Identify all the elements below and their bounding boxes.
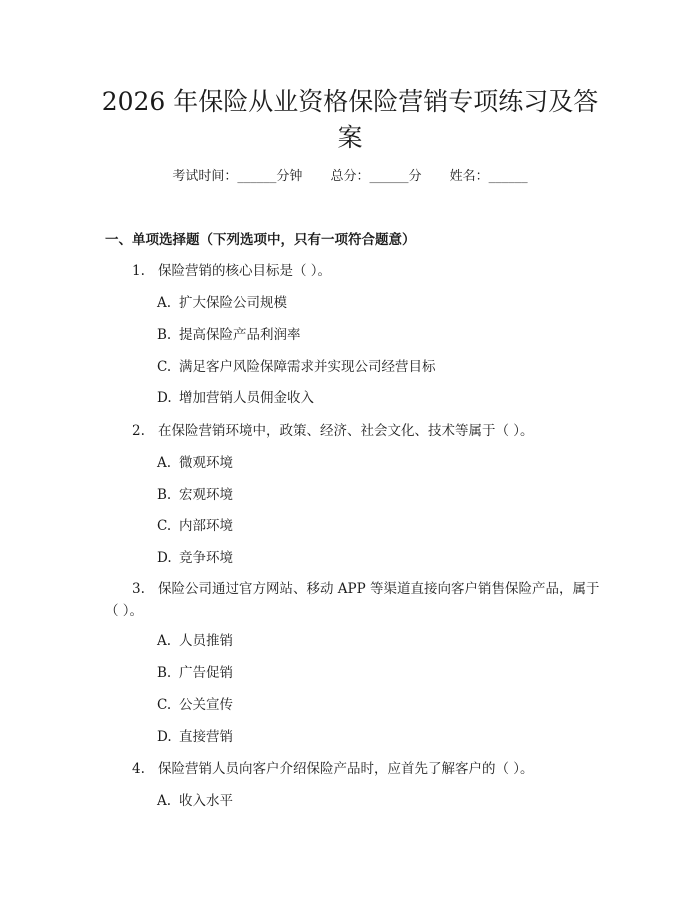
option-text: 增加营销人员佣金收入 bbox=[179, 390, 314, 406]
question-2-option-d bbox=[157, 549, 233, 567]
option-letter: C. bbox=[157, 697, 172, 713]
title-line-2: 案 bbox=[337, 123, 363, 152]
question-3-option-a bbox=[157, 632, 233, 650]
question-text: 保险营销人员向客户介绍保险产品时，应首先了解客户的（ ）。 bbox=[158, 761, 534, 777]
option-text: 人员推销 bbox=[179, 633, 233, 649]
question-2-option-a bbox=[157, 454, 233, 472]
option-text: 广告促销 bbox=[179, 665, 233, 681]
option-letter: A. bbox=[157, 295, 172, 311]
option-text: 内部环境 bbox=[179, 518, 233, 534]
option-letter: A. bbox=[157, 793, 172, 809]
question-1-option-a bbox=[157, 294, 287, 312]
option-text: 微观环境 bbox=[179, 455, 233, 471]
section-heading: 一、单项选择题（下列选项中，只有一项符合题意） bbox=[105, 232, 416, 248]
question-1-option-c bbox=[157, 358, 436, 376]
question-2-option-b bbox=[157, 486, 233, 504]
question-2 bbox=[132, 422, 534, 440]
title-line-1: 2026 年保险从业资格保险营销专项练习及答 bbox=[101, 87, 599, 116]
question-number: 1. bbox=[132, 263, 145, 279]
option-letter: A. bbox=[157, 633, 172, 649]
question-text: 在保险营销环境中，政策、经济、社会文化、技术等属于（ ）。 bbox=[158, 423, 534, 439]
question-1-option-d bbox=[157, 389, 314, 407]
question-text: 保险公司通过官方网站、移动 APP 等渠道直接向客户销售保险产品，属于（ ）。 bbox=[105, 581, 600, 619]
option-letter: B. bbox=[157, 665, 172, 681]
question-1 bbox=[132, 262, 331, 280]
exam-info-line bbox=[0, 168, 700, 186]
option-letter: D. bbox=[157, 729, 172, 745]
document-title bbox=[90, 84, 610, 156]
option-text: 宏观环境 bbox=[179, 487, 233, 503]
option-letter: B. bbox=[157, 487, 172, 503]
question-4 bbox=[132, 760, 534, 778]
question-number: 4. bbox=[132, 761, 145, 777]
option-letter: B. bbox=[157, 327, 172, 343]
question-3-option-c bbox=[157, 696, 233, 714]
option-letter: C. bbox=[157, 518, 172, 534]
option-text: 直接营销 bbox=[179, 729, 233, 745]
option-text: 提高保险产品利润率 bbox=[179, 327, 301, 343]
name-field: 姓名：______ bbox=[449, 169, 528, 184]
option-text: 扩大保险公司规模 bbox=[179, 295, 287, 311]
question-number: 3. bbox=[132, 581, 145, 597]
option-text: 满足客户风险保障需求并实现公司经营目标 bbox=[179, 359, 436, 375]
question-3 bbox=[105, 578, 600, 622]
option-text: 公关宣传 bbox=[179, 697, 233, 713]
question-1-option-b bbox=[157, 326, 301, 344]
question-number: 2. bbox=[132, 423, 145, 439]
option-text: 竞争环境 bbox=[179, 550, 233, 566]
option-text: 收入水平 bbox=[179, 793, 233, 809]
option-letter: D. bbox=[157, 390, 172, 406]
option-letter: A. bbox=[157, 455, 172, 471]
option-letter: C. bbox=[157, 359, 172, 375]
exam-time-field: 考试时间：______分钟 bbox=[172, 169, 303, 184]
option-letter: D. bbox=[157, 550, 172, 566]
question-4-option-a bbox=[157, 792, 233, 810]
total-score-field: 总分：______分 bbox=[330, 169, 422, 184]
question-2-option-c bbox=[157, 517, 233, 535]
question-3-option-d bbox=[157, 728, 233, 746]
question-text: 保险营销的核心目标是（ ）。 bbox=[158, 263, 332, 279]
question-3-option-b bbox=[157, 664, 233, 682]
